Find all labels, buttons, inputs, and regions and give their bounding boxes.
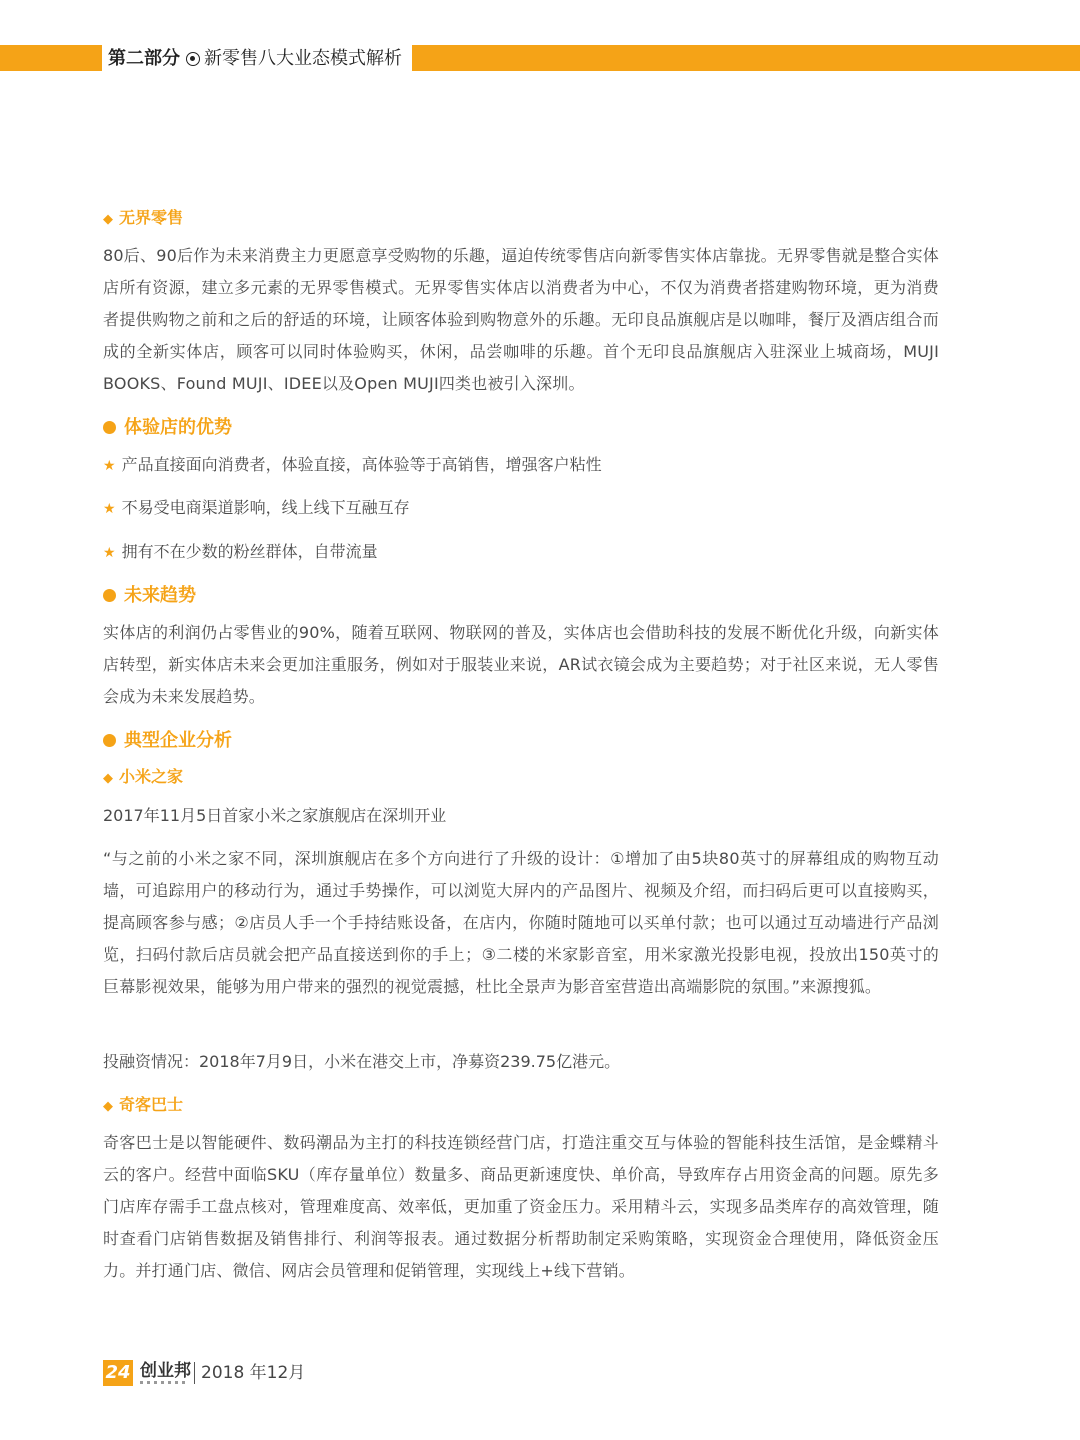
xiaomi-financing-line: 投融资情况：2018年7月9日，小米在港交上市，净募资239.75亿港元。 — [103, 1052, 621, 1071]
header-title: 新零售八大业态模式解析 — [204, 48, 402, 69]
dot-icon — [103, 734, 116, 747]
footer-divider — [194, 1362, 195, 1384]
heading-advantages: 体验店的优势 — [103, 416, 232, 440]
header-bar-left — [0, 45, 102, 71]
header-bar-right — [412, 45, 1080, 71]
bullseye-icon — [186, 52, 200, 66]
diamond-icon: ◆ — [103, 1099, 113, 1114]
diamond-icon: ◆ — [103, 771, 113, 786]
dot-icon — [103, 421, 116, 434]
page-header — [0, 45, 1080, 73]
star-icon: ★ — [103, 501, 116, 517]
star-icon: ★ — [103, 458, 116, 474]
subheading-xiaomi: ◆ 小米之家 — [103, 767, 184, 786]
list-item: ★ 产品直接面向消费者，体验直接，高体验等于高销售，增强客户粘性 — [103, 455, 602, 474]
logo-underline — [140, 1381, 188, 1384]
issue-date: 2018 年12月 — [201, 1363, 306, 1383]
page-number: 24 — [103, 1360, 133, 1386]
header-text — [108, 45, 402, 73]
paragraph-trend: 实体店的利润仍占零售业的90%，随着互联网、物联网的普及，实体店也会借助科技的发展不断优化升级，向新实体店转型，新实体店未来会更加注重服务，例如对于服装业来说，AR试衣镜会成为主要趋势；对于社区来说，无人零售会成为未来发展趋势。 — [103, 623, 939, 706]
paragraph-wujie: 80后、90后作为未来消费主力更愿意享受购物的乐趣，逼迫传统零售店向新零售实体店靠拢。无界零售就是整合实体店所有资源，建立多元素的无界零售模式。无界零售实体店以消费者为中心，不仅为消费者搭建购物环境，更为消费者提供购物之前和之后的舒适的环境，让顾客体验到购物意外的乐趣。无印良品旗舰店是以咖啡，餐厅及酒店组合而成的全新实体店，顾客可以同时体验购买，休闲，品尝咖啡的乐趣。首个无印良品旗舰店入驻深业上城商场，MUJI BOOKS、Found MUJI、IDEE以及Open MUJI四类也被引入深圳。 — [103, 246, 939, 393]
heading-trend: 未来趋势 — [103, 584, 196, 608]
list-item: ★ 拥有不在少数的粉丝群体，自带流量 — [103, 542, 378, 561]
magazine-logo: 创业邦 — [140, 1361, 191, 1381]
xiaomi-opening-line: 2017年11月5日首家小米之家旗舰店在深圳开业 — [103, 806, 447, 825]
list-item: ★ 不易受电商渠道影响，线上线下互融互存 — [103, 498, 410, 517]
paragraph-qike: 奇客巴士是以智能硬件、数码潮品为主打的科技连锁经营门店，打造注重交互与体验的智能科技生活馆，是金蝶精斗云的客户。经营中面临SKU（库存量单位）数量多、商品更新速度快、单价高，导致库存占用资金高的问题。原先多门店库存需手工盘点核对，管理难度高、效率低，更加重了资金压力。采用精斗云，实现多品类库存的高效管理，随时查看门店销售数据及销售排行、利润等报表。通过数据分析帮助制定采购策略，实现资金合理使用，降低资金压力。并打通门店、微信、网店会员管理和促销管理，实现线上+线下营销。 — [103, 1133, 939, 1280]
heading-cases: 典型企业分析 — [103, 729, 232, 753]
paragraph-xiaomi-quote: “与之前的小米之家不同，深圳旗舰店在多个方向进行了升级的设计：①增加了由5块80英寸的屏幕组成的购物互动墙，可追踪用户的移动行为，通过手势操作，可以浏览大屏内的产品图片、视频及介绍，而扫码后更可以直接购买，提高顾客参与感；②店员人手一个手持结账设备，在店内，你随时随地可以买单付款；也可以通过互动墙进行产品浏览，扫码付款后店员就会把产品直接送到你的手上；③二楼的米家影音室，用米家激光投影电视，投放出150英寸的巨幕影视效果，能够为用户带来的强烈的视觉震撼，杜比全景声为影音室营造出高端影院的氛围。”来源搜狐。 — [103, 849, 939, 996]
star-icon: ★ — [103, 545, 116, 561]
subheading-qike: ◆ 奇客巴士 — [103, 1095, 184, 1114]
subheading-wujie: ◆ 无界零售 — [103, 208, 184, 227]
diamond-icon: ◆ — [103, 212, 113, 227]
header-part: 第二部分 — [108, 48, 180, 69]
dot-icon — [103, 589, 116, 602]
